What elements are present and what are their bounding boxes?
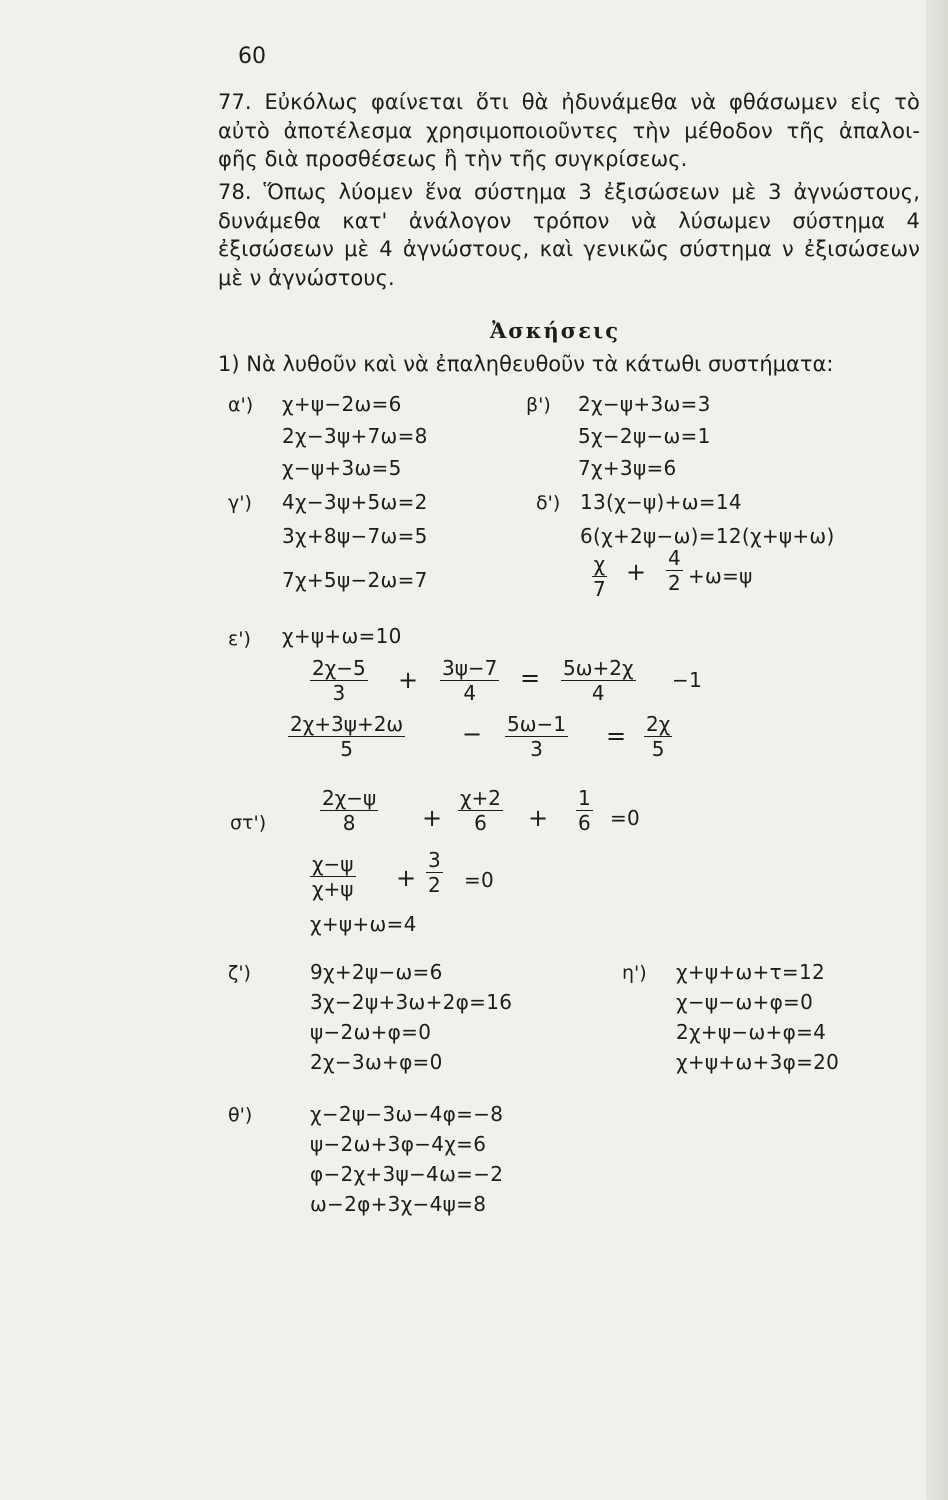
denominator: χ+ψ: [312, 877, 354, 901]
equation: χ−2ψ−3ω−4φ=−8: [310, 1102, 504, 1126]
equation: =0: [464, 868, 495, 892]
numerator: 3: [428, 848, 441, 872]
equation: 3χ+8ψ−7ω=5: [282, 524, 428, 548]
denominator: 8: [342, 811, 356, 835]
numerator: χ−ψ: [312, 852, 354, 876]
operator: =: [520, 664, 541, 692]
denominator: 5: [651, 737, 665, 761]
equation: 2χ−ψ+3ω=3: [578, 392, 711, 416]
equation: χ−ψ+3ω=5: [282, 456, 402, 480]
label-a: α'): [228, 394, 254, 416]
numerator: 2χ+3ψ+2ω: [290, 712, 404, 736]
numerator: 2χ−5: [312, 656, 366, 680]
label-h: η'): [622, 962, 647, 984]
text-line: 78. Ὅπως λύομεν ἕνα σύστημα 3 ἐξισώσεων μὲ 3 ἀγνώστους,: [218, 180, 920, 204]
numerator: 2χ−ψ: [322, 786, 377, 810]
numerator: 2χ: [646, 712, 671, 736]
text-line: 77. Εὐκόλως φαίνεται ὅτι θὰ ἠδυνάμεθα νὰ φθάσωμεν εἰς τὸ: [218, 90, 920, 114]
exercises-heading: Ἀσκήσεις: [490, 318, 620, 343]
operator: +: [422, 804, 443, 832]
fraction: [561, 656, 636, 705]
equation: 7χ+5ψ−2ω=7: [282, 568, 428, 592]
numerator: 5ω−1: [507, 712, 566, 736]
equation: χ−ψ−ω+φ=0: [676, 990, 814, 1014]
exercise-task: 1) Νὰ λυθοῦν καὶ νὰ ἐπαληθευθοῦν τὰ κάτωθι συστήματα:: [218, 352, 834, 376]
equation: 7χ+3ψ=6: [578, 456, 677, 480]
fraction: [666, 546, 683, 595]
label-th: θ'): [228, 1104, 253, 1126]
denominator: 6: [578, 811, 591, 835]
equation: 3χ−2ψ+3ω+2φ=16: [310, 990, 513, 1014]
label-b: β'): [526, 394, 551, 416]
fraction: [458, 786, 503, 835]
text-line: μὲ ν ἀγνώστους.: [218, 265, 395, 290]
denominator: 3: [332, 681, 346, 705]
equation: χ+ψ+ω+τ=12: [676, 960, 826, 984]
fraction: [288, 712, 405, 761]
equation: χ+ψ+ω=10: [282, 624, 402, 648]
numerator: χ+2: [460, 786, 502, 810]
equation: 2χ−3ω+φ=0: [310, 1050, 443, 1074]
equation: ψ−2ω+φ=0: [310, 1020, 432, 1044]
text-line: ἐξισώσεων μὲ 4 ἀγνώστους, καὶ γενικῶς σύστημα ν ἐξισώσεων: [218, 237, 920, 261]
denominator: 3: [530, 737, 543, 761]
equation: χ+ψ+ω=4: [310, 912, 417, 936]
equation: ψ−2ω+3φ−4χ=6: [310, 1132, 487, 1156]
fraction: [591, 552, 608, 601]
paragraph-78: [218, 178, 920, 292]
numerator: 3ψ−7: [442, 656, 498, 680]
paragraph-77: [218, 88, 920, 174]
fraction: [320, 786, 378, 835]
operator: +: [528, 804, 549, 832]
denominator: 4: [463, 681, 477, 705]
numerator: 4: [668, 546, 681, 570]
fraction: [440, 656, 499, 705]
operator: +: [398, 666, 419, 694]
denominator: 7: [593, 577, 606, 601]
equation: 6(χ+2ψ−ω)=12(χ+ψ+ω): [580, 524, 835, 548]
text-line: φῆς διὰ προσθέσεως ἢ τὴν τῆς συγκρίσεως.: [218, 147, 688, 171]
equation: 9χ+2ψ−ω=6: [310, 960, 443, 984]
equation: −1: [672, 668, 703, 692]
numerator: 1: [578, 786, 591, 810]
fraction: [644, 712, 672, 761]
page-edge-shadow: [926, 0, 948, 1500]
denominator: 2: [428, 873, 441, 897]
operator: =: [606, 722, 627, 750]
label-z: ζ'): [228, 962, 251, 984]
page-number: 60: [238, 44, 266, 69]
equation: φ−2χ+3ψ−4ω=−2: [310, 1162, 504, 1186]
equation: 13(χ−ψ)+ω=14: [580, 490, 742, 514]
denominator: 4: [591, 681, 605, 705]
denominator: 5: [340, 737, 353, 761]
equation: 2χ+ψ−ω+φ=4: [676, 1020, 827, 1044]
equation: =0: [610, 806, 641, 830]
denominator: 6: [474, 811, 487, 835]
text-line: δυνάμεθα κατ' ἀνάλογον τρόπον νὰ λύσωμεν σύστημα 4: [218, 208, 920, 233]
fraction: [505, 712, 568, 761]
numerator: χ: [593, 552, 606, 576]
numerator: 5ω+2χ: [563, 656, 634, 680]
equation: χ+ψ+ω+3φ=20: [676, 1050, 840, 1074]
equation: 5χ−2ψ−ω=1: [578, 424, 711, 448]
operator: +: [396, 864, 417, 892]
denominator: 2: [668, 571, 681, 595]
fraction: [576, 786, 593, 835]
equation: χ+ψ−2ω=6: [282, 392, 402, 416]
fraction: [310, 852, 356, 901]
fraction: [426, 848, 443, 897]
equation: 4χ−3ψ+5ω=2: [282, 490, 428, 514]
operator: −: [462, 720, 483, 748]
label-d: δ'): [536, 492, 561, 514]
equation: 2χ−3ψ+7ω=8: [282, 424, 428, 448]
fraction: [310, 656, 368, 705]
equation: ω−2φ+3χ−4ψ=8: [310, 1192, 487, 1216]
equation: +ω=ψ: [688, 564, 753, 588]
label-e: ε'): [228, 628, 251, 650]
label-g: γ'): [228, 492, 252, 514]
text-line: αὐτὸ ἀποτέλεσμα χρησιμοποιοῦντες τὴν μέθοδον τῆς ἀπαλοι-: [218, 118, 920, 143]
operator: +: [626, 558, 647, 586]
label-st: στ'): [230, 812, 267, 834]
